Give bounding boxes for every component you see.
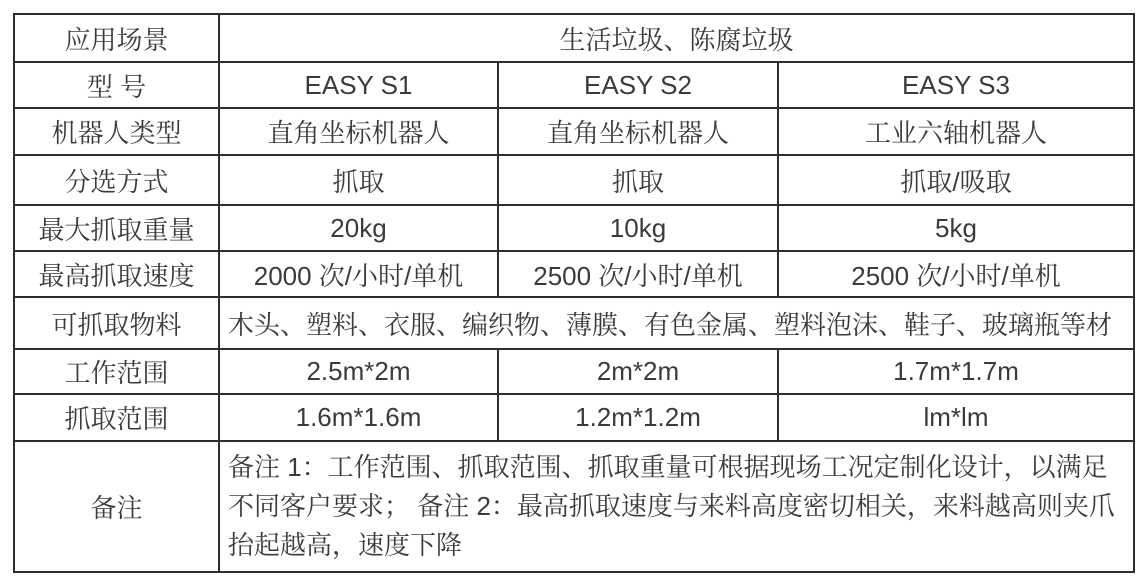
- max-grab-weight-s1: 20kg: [219, 205, 498, 251]
- grab-range-s3: lm*lm: [778, 394, 1134, 441]
- work-range-s2: 2m*2m: [498, 349, 778, 394]
- remarks-value: 备注 1：工作范围、抓取范围、抓取重量可根据现场工况定制化设计，以满足不同客户要求； 备注 2：最高抓取速度与来料高度密切相关，来料越高则夹爪抬起越高，速度下降: [219, 441, 1134, 572]
- table-row-work-range: [14, 349, 1134, 394]
- robot-type-label: 机器人类型: [14, 108, 219, 155]
- model-label: 型 号: [14, 62, 219, 108]
- sorting-method-s2: 抓取: [498, 155, 778, 205]
- table-row-remarks: [14, 441, 1134, 572]
- grab-range-s2: 1.2m*1.2m: [498, 394, 778, 441]
- max-grab-weight-s3: 5kg: [778, 205, 1134, 251]
- max-grab-speed-s3: 2500 次/小时/单机: [778, 251, 1134, 297]
- robot-spec-table: [13, 13, 1135, 573]
- model-easy-s3: EASY S3: [778, 62, 1134, 108]
- table-row-model: [14, 62, 1134, 108]
- table-row-graspable-materials: [14, 297, 1134, 349]
- max-grab-weight-s2: 10kg: [498, 205, 778, 251]
- application-scenario-value: 生活垃圾、陈腐垃圾: [219, 14, 1134, 62]
- robot-type-s2: 直角坐标机器人: [498, 108, 778, 155]
- model-easy-s2: EASY S2: [498, 62, 778, 108]
- table-row-sorting-method: [14, 155, 1134, 205]
- grab-range-label: 抓取范围: [14, 394, 219, 441]
- max-grab-weight-label: 最大抓取重量: [14, 205, 219, 251]
- application-scenario-label: 应用场景: [14, 14, 219, 62]
- model-easy-s1: EASY S1: [219, 62, 498, 108]
- table-row-max-grab-speed: [14, 251, 1134, 297]
- table-row-robot-type: [14, 108, 1134, 155]
- max-grab-speed-s2: 2500 次/小时/单机: [498, 251, 778, 297]
- robot-type-s1: 直角坐标机器人: [219, 108, 498, 155]
- table-row-grab-range: [14, 394, 1134, 441]
- work-range-s1: 2.5m*2m: [219, 349, 498, 394]
- max-grab-speed-label: 最高抓取速度: [14, 251, 219, 297]
- graspable-materials-label: 可抓取物料: [14, 297, 219, 349]
- sorting-method-label: 分选方式: [14, 155, 219, 205]
- sorting-method-s1: 抓取: [219, 155, 498, 205]
- graspable-materials-value: 木头、塑料、衣服、编织物、薄膜、有色金属、塑料泡沫、鞋子、玻璃瓶等材: [219, 297, 1134, 349]
- max-grab-speed-s1: 2000 次/小时/单机: [219, 251, 498, 297]
- sorting-method-s3: 抓取/吸取: [778, 155, 1134, 205]
- remarks-label: 备注: [14, 441, 219, 572]
- table-row-application-scenario: [14, 14, 1134, 62]
- work-range-s3: 1.7m*1.7m: [778, 349, 1134, 394]
- robot-type-s3: 工业六轴机器人: [778, 108, 1134, 155]
- work-range-label: 工作范围: [14, 349, 219, 394]
- table-row-max-grab-weight: [14, 205, 1134, 251]
- grab-range-s1: 1.6m*1.6m: [219, 394, 498, 441]
